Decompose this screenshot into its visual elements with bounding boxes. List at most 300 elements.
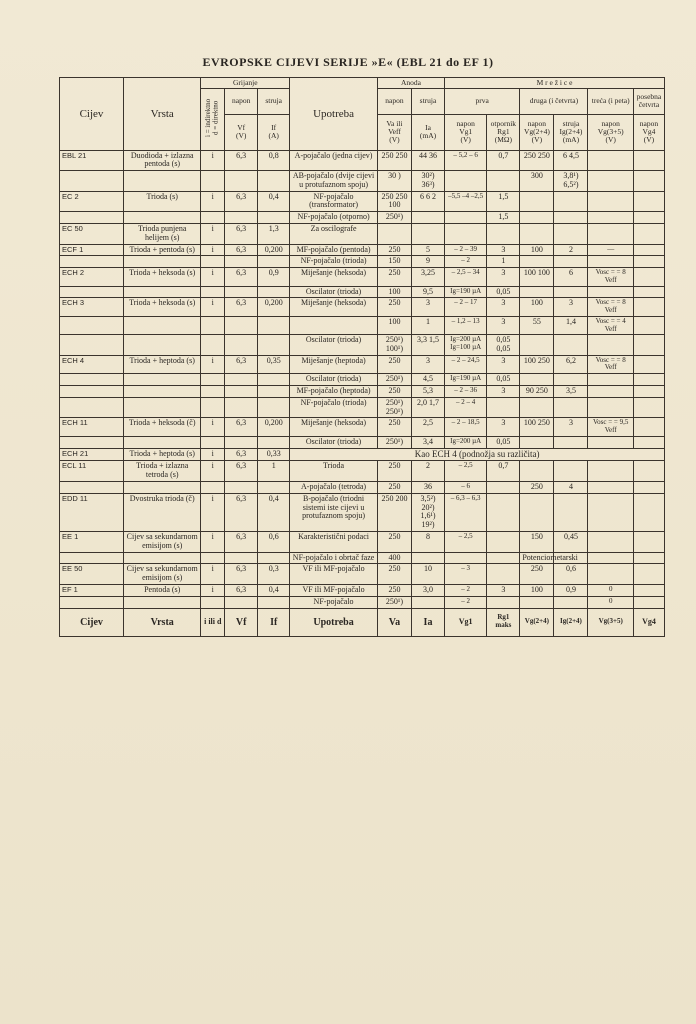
cell-rg1	[487, 596, 520, 608]
cell-ig2: 0,6	[554, 564, 588, 585]
cell-upotreba: Oscilator (trioda)	[290, 436, 378, 448]
cell-vrsta: Trioda (s)	[124, 191, 201, 212]
cell-vg1: – 2 – 39	[445, 244, 487, 256]
cell-vg3: 0	[588, 596, 633, 608]
cell-vg2	[520, 397, 554, 418]
header-vrsta: Vrsta	[124, 78, 201, 151]
cell-vg2	[520, 224, 554, 245]
cell-rg1	[487, 482, 520, 494]
cell-ia: 9,5	[411, 286, 444, 298]
table-row	[60, 355, 665, 373]
cell-ia: 3,25	[411, 268, 444, 286]
cell-g	[201, 171, 225, 192]
cell-vg3: —	[588, 244, 633, 256]
cell-g: i	[201, 493, 225, 531]
cell-vg2: 100 100	[520, 268, 554, 286]
cell-if: 0,35	[258, 355, 290, 373]
cell-g	[201, 212, 225, 224]
cell-vrsta: Trioda + heksoda (s)	[124, 268, 201, 286]
cell-g	[201, 374, 225, 386]
cell-upotreba: NF-pojačalo i obrtač faze	[290, 552, 378, 564]
cell-vrsta	[124, 316, 201, 334]
cell-upotreba: NF-pojačalo (trioda)	[290, 397, 378, 418]
cell-ia: 4,5	[411, 374, 444, 386]
cell-vg4	[633, 385, 664, 397]
cell-g: i	[201, 191, 225, 212]
cell-if: 0,4	[258, 493, 290, 531]
cell-ia	[411, 552, 444, 564]
cell-vg3	[588, 256, 633, 268]
cell-g: i	[201, 244, 225, 256]
footer-vg2: Vg(2+4)	[520, 608, 554, 636]
header-upotreba: Upotreba	[290, 78, 378, 151]
cell-vrsta	[124, 374, 201, 386]
cell-ig2: 1,4	[554, 316, 588, 334]
cell-vrsta: Cijev sa sekundarnom emisijom (s)	[124, 564, 201, 585]
cell-vrsta	[124, 397, 201, 418]
cell-vg4	[633, 436, 664, 448]
cell-upotreba: MF-pojačalo (pentoda)	[290, 244, 378, 256]
header-vg1: napon Vg1 (V)	[445, 114, 487, 150]
cell-va: 250¹) 250¹)	[377, 397, 411, 418]
cell-g	[201, 482, 225, 494]
cell-vg1: – 2 – 17	[445, 298, 487, 316]
cell-cijev: EDD 11	[60, 493, 124, 531]
cell-ig2: 3	[554, 418, 588, 436]
cell-ig2	[554, 224, 588, 245]
cell-rg1	[487, 171, 520, 192]
footer-rg1: Rg1 maks	[487, 608, 520, 636]
cell-ia: 36	[411, 482, 444, 494]
cell-vrsta: Trioda + pentoda (s)	[124, 244, 201, 256]
cell-vf	[225, 482, 258, 494]
cell-va: 100	[377, 286, 411, 298]
cell-vg3: Vosc = = 8 Veff	[588, 355, 633, 373]
cell-va: 250¹)	[377, 596, 411, 608]
header-grijanje-struja: struja	[258, 89, 290, 114]
cell-vg3	[588, 374, 633, 386]
cell-ig2: 6	[554, 268, 588, 286]
cell-g: i	[201, 448, 225, 461]
header-grijanje: Grijanje	[201, 78, 290, 89]
cell-cijev: EE 1	[60, 531, 124, 552]
cell-upotreba: VF ili MF-pojačalo	[290, 584, 378, 596]
cell-vg2	[520, 335, 554, 356]
cell-if	[258, 335, 290, 356]
cell-rg1: 1	[487, 256, 520, 268]
cell-vg1: – 6,3 – 6,3	[445, 493, 487, 531]
cell-vf: 6,3	[225, 584, 258, 596]
cell-vrsta	[124, 171, 201, 192]
cell-vg2: 90 250	[520, 385, 554, 397]
cell-if: 1	[258, 461, 290, 482]
cell-upotreba	[290, 316, 378, 334]
cell-g: i	[201, 584, 225, 596]
cell-vg4	[633, 224, 664, 245]
cell-vrsta	[124, 335, 201, 356]
table-row	[60, 191, 665, 212]
cell-rg1: 3	[487, 298, 520, 316]
cell-vg2: 55	[520, 316, 554, 334]
cell-vg4	[633, 374, 664, 386]
cell-g	[201, 286, 225, 298]
cell-ia: 3,3 1,5	[411, 335, 444, 356]
header-anoda: Anoda	[377, 78, 444, 89]
cell-upotreba: NF-pojačalo (otporno)	[290, 212, 378, 224]
cell-vf: 6,3	[225, 418, 258, 436]
footer-vg4: Vg4	[633, 608, 664, 636]
cell-rg1	[487, 224, 520, 245]
cell-vg1: – 2	[445, 596, 487, 608]
cell-va: 250¹)	[377, 374, 411, 386]
cell-vg2	[520, 286, 554, 298]
cell-rg1: 0,7	[487, 150, 520, 171]
cell-cijev	[60, 482, 124, 494]
cell-upotreba: MF-pojačalo (heptoda)	[290, 385, 378, 397]
cell-vrsta	[124, 596, 201, 608]
cell-vf	[225, 171, 258, 192]
cell-cijev	[60, 316, 124, 334]
cell-vg2: 250	[520, 482, 554, 494]
cell-ig2	[554, 335, 588, 356]
cell-vg4	[633, 596, 664, 608]
cell-if	[258, 256, 290, 268]
cell-vg3	[588, 224, 633, 245]
cell-vg2: 100	[520, 244, 554, 256]
cell-vg2: Potenciometarski	[520, 552, 554, 564]
cell-upotreba: VF ili MF-pojačalo	[290, 564, 378, 585]
cell-vf: 6,3	[225, 244, 258, 256]
cell-ig2	[554, 256, 588, 268]
cell-vf: 6,3	[225, 493, 258, 531]
header-if: If (A)	[258, 114, 290, 150]
cell-vg4	[633, 482, 664, 494]
cell-ig2	[554, 493, 588, 531]
cell-vrsta	[124, 482, 201, 494]
cell-vg1: – 2	[445, 256, 487, 268]
cell-vf: 6,3	[225, 564, 258, 585]
cell-vg4	[633, 316, 664, 334]
cell-vg2: 300	[520, 171, 554, 192]
table-row	[60, 448, 665, 461]
table-row	[60, 564, 665, 585]
cell-g	[201, 385, 225, 397]
cell-ig2: 4	[554, 482, 588, 494]
cell-vg1: – 1,2 – 13	[445, 316, 487, 334]
cell-g: i	[201, 150, 225, 171]
table-row	[60, 374, 665, 386]
cell-cijev	[60, 397, 124, 418]
cell-upotreba: Kao ECH 4 (podnožja su različita)	[290, 448, 665, 461]
cell-vf	[225, 374, 258, 386]
cell-if	[258, 171, 290, 192]
cell-vg4	[633, 335, 664, 356]
table-row	[60, 150, 665, 171]
footer-va: Va	[377, 608, 411, 636]
cell-vg1: – 2 – 4	[445, 397, 487, 418]
cell-cijev: ECL 11	[60, 461, 124, 482]
cell-vg4	[633, 355, 664, 373]
cell-ig2	[554, 374, 588, 386]
cell-vrsta: Trioda + izlazna tetroda (s)	[124, 461, 201, 482]
cell-ig2	[554, 436, 588, 448]
cell-rg1: 3	[487, 244, 520, 256]
cell-vg4	[633, 493, 664, 531]
cell-va: 250	[377, 355, 411, 373]
cell-va: 100	[377, 316, 411, 334]
cell-ia: 5	[411, 244, 444, 256]
table-row	[60, 286, 665, 298]
cell-vg1: Ig=200 µA Ig=100 µA	[445, 335, 487, 356]
cell-cijev	[60, 212, 124, 224]
cell-cijev	[60, 286, 124, 298]
footer-upotreba: Upotreba	[290, 608, 378, 636]
table-row	[60, 171, 665, 192]
footer-ig2: Ig(2+4)	[554, 608, 588, 636]
cell-ia	[411, 224, 444, 245]
cell-vg4	[633, 171, 664, 192]
cell-rg1: 1,5	[487, 212, 520, 224]
cell-va: 250	[377, 298, 411, 316]
cell-vg3: Vosc = = 4 Veff	[588, 316, 633, 334]
cell-vg2	[520, 256, 554, 268]
cell-va: 250¹)	[377, 436, 411, 448]
cell-rg1: 3	[487, 385, 520, 397]
cell-vf	[225, 286, 258, 298]
table-row	[60, 493, 665, 531]
table-row	[60, 418, 665, 436]
cell-vrsta	[124, 552, 201, 564]
header-vg3: napon Vg(3+5) (V)	[588, 114, 633, 150]
cell-vrsta	[124, 286, 201, 298]
table-row	[60, 224, 665, 245]
cell-vf: 6,3	[225, 298, 258, 316]
cell-vg1: Ig=190 µA	[445, 286, 487, 298]
header-va: Va ili Veff (V)	[377, 114, 411, 150]
cell-vrsta: Trioda + heksoda (s)	[124, 298, 201, 316]
cell-cijev	[60, 374, 124, 386]
cell-vf	[225, 316, 258, 334]
cell-vg3	[588, 461, 633, 482]
cell-vg1: – 3	[445, 564, 487, 585]
cell-vg1: – 2 – 36	[445, 385, 487, 397]
cell-vg2	[520, 461, 554, 482]
cell-va: 250¹)	[377, 212, 411, 224]
cell-vg4	[633, 298, 664, 316]
cell-ig2	[554, 212, 588, 224]
cell-if: 0,200	[258, 418, 290, 436]
cell-vg2: 100 250	[520, 418, 554, 436]
cell-vg1: –5,5 –4 –2,5	[445, 191, 487, 212]
cell-vg4	[633, 256, 664, 268]
cell-vg1: – 2	[445, 584, 487, 596]
cell-va: 30 )	[377, 171, 411, 192]
cell-if	[258, 374, 290, 386]
cell-vg2: 150	[520, 531, 554, 552]
cell-va: 250	[377, 564, 411, 585]
footer-cijev: Cijev	[60, 608, 124, 636]
footer-vg1: Vg1	[445, 608, 487, 636]
cell-vg4	[633, 397, 664, 418]
header-treca: treća (i peta)	[588, 89, 633, 114]
cell-cijev: EBL 21	[60, 150, 124, 171]
cell-va: 250 250 100	[377, 191, 411, 212]
cell-vg4	[633, 564, 664, 585]
cell-rg1: 1,5	[487, 191, 520, 212]
cell-ig2: 0,9	[554, 584, 588, 596]
cell-vf: 6,3	[225, 224, 258, 245]
cell-rg1	[487, 493, 520, 531]
cell-ig2: 6,2	[554, 355, 588, 373]
cell-g	[201, 397, 225, 418]
cell-vg1: – 2,5	[445, 461, 487, 482]
cell-rg1: 3	[487, 418, 520, 436]
cell-va: 400	[377, 552, 411, 564]
cell-upotreba: NF-pojačalo (transformator)	[290, 191, 378, 212]
cell-vg3	[588, 531, 633, 552]
cell-if	[258, 596, 290, 608]
cell-ia: 1	[411, 316, 444, 334]
cell-ig2	[554, 397, 588, 418]
cell-vg4	[633, 418, 664, 436]
cell-vg1: – 2,5	[445, 531, 487, 552]
footer-g: i ili d	[201, 608, 225, 636]
cell-rg1: 0,05 0,05	[487, 335, 520, 356]
cell-if	[258, 385, 290, 397]
cell-cijev: EE 50	[60, 564, 124, 585]
cell-vg3	[588, 482, 633, 494]
cell-vg3	[588, 436, 633, 448]
cell-upotreba: Miješanje (heksoda)	[290, 418, 378, 436]
cell-if: 0,6	[258, 531, 290, 552]
cell-rg1: 3	[487, 355, 520, 373]
cell-upotreba: A-pojačalo (tetroda)	[290, 482, 378, 494]
cell-va: 250	[377, 385, 411, 397]
cell-g	[201, 335, 225, 356]
cell-ia: 30²) 36³)	[411, 171, 444, 192]
cell-cijev	[60, 385, 124, 397]
cell-vg1	[445, 224, 487, 245]
cell-ia: 3,4	[411, 436, 444, 448]
cell-vg2	[520, 596, 554, 608]
cell-g	[201, 552, 225, 564]
cell-vf: 6,3	[225, 448, 258, 461]
cell-if	[258, 286, 290, 298]
cell-upotreba: Trioda	[290, 461, 378, 482]
cell-cijev: ECH 2	[60, 268, 124, 286]
cell-ig2: 6 4,5	[554, 150, 588, 171]
cell-g	[201, 256, 225, 268]
cell-vg3	[588, 335, 633, 356]
cell-vrsta: Pentoda (s)	[124, 584, 201, 596]
header-row-1	[60, 78, 665, 89]
footer-row	[60, 608, 665, 636]
header-direktno: d = direktno	[211, 101, 220, 136]
cell-vg3: 0	[588, 584, 633, 596]
cell-va: 250	[377, 584, 411, 596]
cell-vf: 6,3	[225, 150, 258, 171]
cell-ig2	[554, 191, 588, 212]
cell-vg1: – 6	[445, 482, 487, 494]
table-row	[60, 397, 665, 418]
header-druga: druga (i četvrta)	[520, 89, 588, 114]
cell-g: i	[201, 418, 225, 436]
cell-ig2	[554, 596, 588, 608]
cell-vf	[225, 212, 258, 224]
cell-vg1: Ig=190 µA	[445, 374, 487, 386]
cell-ia: 8	[411, 531, 444, 552]
cell-vf: 6,3	[225, 531, 258, 552]
cell-vg2	[520, 493, 554, 531]
table-row	[60, 385, 665, 397]
cell-vrsta	[124, 436, 201, 448]
header-mrezice: M r e ž i c e	[445, 78, 665, 89]
cell-vg4	[633, 191, 664, 212]
header-anoda-struja: struja	[411, 89, 444, 114]
cell-ia	[411, 596, 444, 608]
cell-ia: 9	[411, 256, 444, 268]
cell-rg1: 0,05	[487, 374, 520, 386]
cell-ig2: 2	[554, 244, 588, 256]
footer-vg3: Vg(3+5)	[588, 608, 633, 636]
footer-if: If	[258, 608, 290, 636]
table-row	[60, 256, 665, 268]
cell-rg1	[487, 397, 520, 418]
cell-vrsta	[124, 385, 201, 397]
cell-vf: 6,3	[225, 355, 258, 373]
cell-cijev	[60, 335, 124, 356]
footer-vf: Vf	[225, 608, 258, 636]
cell-cijev	[60, 171, 124, 192]
cell-ia	[411, 212, 444, 224]
header-cijev: Cijev	[60, 78, 124, 151]
cell-vg3: Vosc = = 8 Veff	[588, 268, 633, 286]
cell-ia: 3,5²) 20²) 1,6¹) 19²)	[411, 493, 444, 531]
cell-ig2: 3	[554, 298, 588, 316]
cell-if	[258, 316, 290, 334]
table-row	[60, 461, 665, 482]
cell-vg3	[588, 212, 633, 224]
header-ig2: struja Ig(2+4) (mA)	[554, 114, 588, 150]
cell-if	[258, 397, 290, 418]
cell-va	[377, 224, 411, 245]
cell-vg1	[445, 171, 487, 192]
cell-ia: 5,3	[411, 385, 444, 397]
cell-if: 0,200	[258, 244, 290, 256]
cell-vf: 6,3	[225, 191, 258, 212]
cell-g	[201, 316, 225, 334]
cell-upotreba: Oscilator (trioda)	[290, 335, 378, 356]
cell-va: 250 250	[377, 150, 411, 171]
cell-vg1	[445, 212, 487, 224]
cell-ig2: 0,45	[554, 531, 588, 552]
cell-vrsta: Dvostruka trioda (č)	[124, 493, 201, 531]
table-row	[60, 298, 665, 316]
cell-ia: 2	[411, 461, 444, 482]
table-row	[60, 596, 665, 608]
cell-ig2	[554, 286, 588, 298]
cell-g: i	[201, 355, 225, 373]
cell-rg1: 3	[487, 268, 520, 286]
table-row	[60, 436, 665, 448]
cell-ig2: 3,5	[554, 385, 588, 397]
cell-ia: 3,0	[411, 584, 444, 596]
table-body	[60, 150, 665, 608]
cell-va: 250	[377, 418, 411, 436]
cell-vg1	[445, 552, 487, 564]
cell-vg2	[520, 436, 554, 448]
cell-if	[258, 552, 290, 564]
